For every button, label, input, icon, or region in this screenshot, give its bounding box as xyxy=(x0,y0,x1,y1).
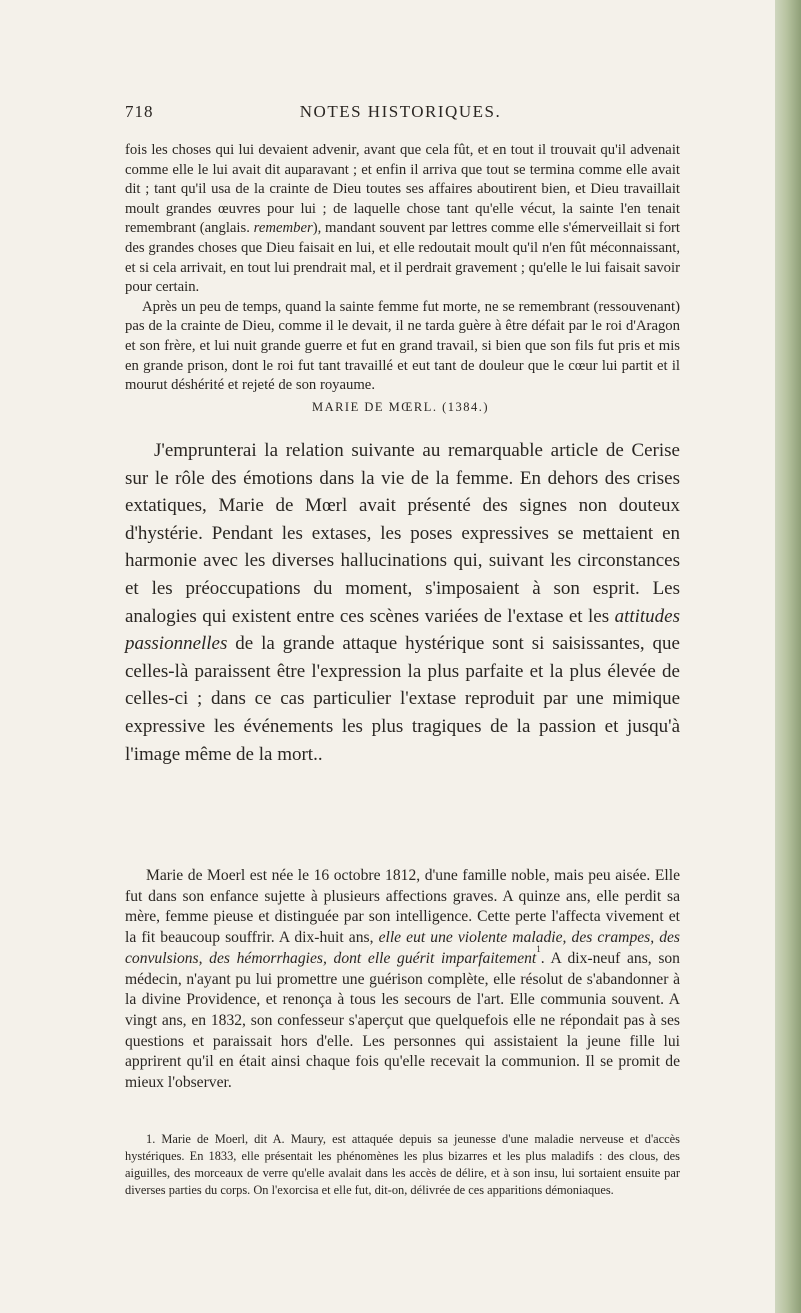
biography-paragraph: Marie de Moerl est née le 16 octobre 1812, d'une famille noble, mais peu aisée. Elle fut dans son enfance sujette à plusieurs affections graves. A quinze ans, elle perdit sa mère, femme pieuse et distinguée par son intelligence. Cette perte l'affecta vivement et la fit beaucoup souffrir. A dix-huit ans, elle eut une violente maladie, des crampes, des convulsions, des hémorrhagies, dont elle guérit imparfaitement$^1$. A dix-neuf ans, son médecin, n'ayant pu lui promettre une guérison complète, elle résolut de s'abandonner à la divine Providence, et renonça à tous les secours de l'art. Elle communia souvent. A vingt ans, en 1832, son confesseur s'aperçut que quelquefois elle ne répondait pas à ses questions et paraissait hors d'elle. Les personnes qui assistaient la jeune fille lui apprirent qu'il en était ainsi chaque fois qu'elle recevait la communion. Il se promit de mieux l'observer. xyxy=(125,867,680,1092)
italic-attitudes: attitudes passionnelles xyxy=(125,605,681,655)
running-title: NOTES HISTORIQUES. xyxy=(299,102,502,121)
footnote-ref[interactable]: 1 xyxy=(536,943,541,954)
footnote xyxy=(125,1131,680,1199)
intro-paragraph-1: fois les choses qui lui devaient advenir, avant que cela fût, et en tout il trouvait qu'il advenait comme elle le lui avait dit auparavant ; et enfin il arriva que tout se termina comme elle avait dit ; tant qu'il usa de la crainte de Dieu toutes ses affaires aboutirent bien, et Dieu travaillait moult grandes œuvres pour lui ; de laquelle chose tant qu'elle vécut, la sainte l'en tenait remembrant (anglais. remember), mandant souvent par lettres comme elle s'émerveillait si fort des grandes choses que Dieu faisait en lui, et elle redoutait moult qu'il n'en fût méconnaissant, et si cela arrivait, en tout lui prendrait mal, et il perdrait gravement ; qu'elle le lui faisait savoir pour certain. xyxy=(125,142,681,296)
page-header xyxy=(0,102,801,128)
intro-paragraph-2: Après un peu de temps, quand la sainte femme fut morte, ne se remembrant (ressouvenant) pas de la crainte de Dieu, comme il le devait, il ne tarda guère à être défait par le roi d'Aragon et son frère, et lui nuit grande guerre et fut en grand travail, si bien que son fils fut pris et mis en grande prison, dont le roi fut tant travaillé et eut tant de douleur que le cœur lui partit et il mourut déshérité et rejeté de son royaume. xyxy=(125,298,680,394)
italic-remember: remember xyxy=(253,220,313,237)
footnote-text: 1. Marie de Moerl, dit A. Maury, est attaquée depuis sa jeunesse d'une maladie nerveuse et d'accès hystériques. En 1833, elle présentait les phénomènes les plus bizarres et les plus maladifs : des clous, des aiguilles, des morceaux de verre qu'elle avalait dans les accès de délire, et à son insu, lui sortaient ensuite par diverses parties du corps. On l'exorcisa et elle fut, dit-on, délivrée de ces apparitions démoniaques. xyxy=(125,1132,680,1197)
main-paragraph: J'emprunterai la relation suivante au remarquable article de Cerise sur le rôle des émotions dans la vie de la femme. En dehors des crises extatiques, Marie de Mœrl avait présenté des signes non douteux d'hystérie. Pendant les extases, les poses expressives se mettaient en harmonie avec les diverses hallucinations qui, suivant les circonstances et les préoccupations du moment, s'imposaient à son esprit. Les analogies qui existent entre ces scènes variées de l'extase et les attitudes passionnelles de la grande attaque hystérique sont si saisissantes, que celles-là paraissent être l'expression la plus parfaite et la plus élevée de celles-ci ; dans ce cas particulier l'extase reproduit par une mimique expressive les événements les plus tragiques de la passion et jusqu'à l'image même de la mort.. xyxy=(125,440,681,765)
intro-text xyxy=(125,141,680,396)
page-edge-shadow xyxy=(775,0,801,1313)
page-number: 718 xyxy=(125,102,154,121)
section-heading: MARIE DE MŒRL. (1384.) xyxy=(311,400,490,414)
italic-maladie: elle eut une violente maladie, des crampes, des convulsions, des hémorrhagies, dont elle guérit imparfaitement xyxy=(125,929,680,967)
